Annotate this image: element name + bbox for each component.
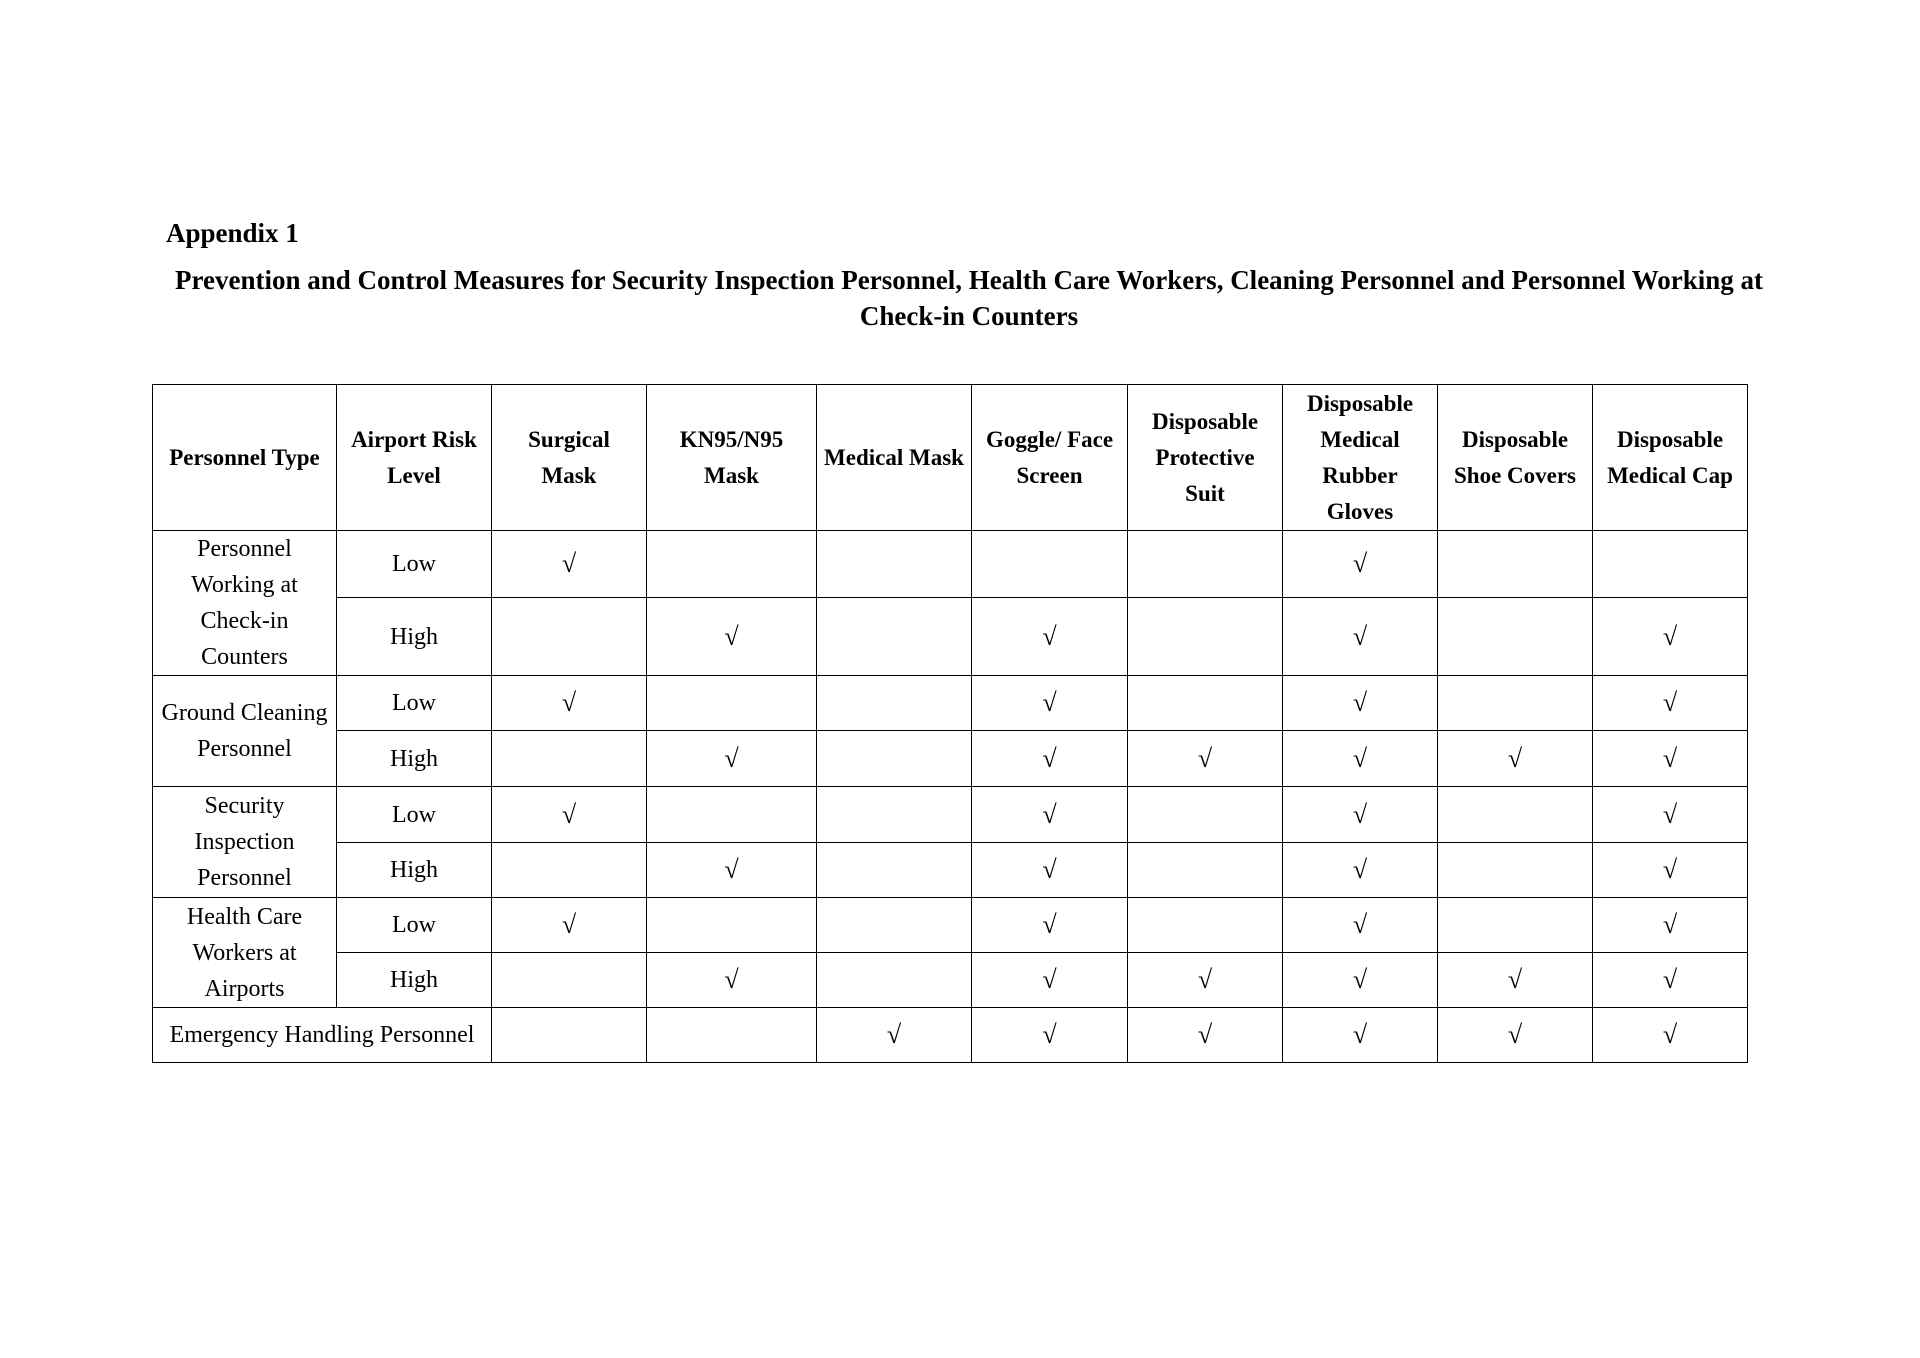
risk-level-cell: High <box>337 953 492 1008</box>
check-mark-cell: √ <box>972 953 1128 1008</box>
header-shoe-covers: Disposable Shoe Covers <box>1438 385 1593 531</box>
check-mark-cell: √ <box>1593 676 1748 731</box>
check-mark-cell: √ <box>1128 731 1283 787</box>
check-mark-cell: √ <box>1283 843 1438 898</box>
check-mark-cell: √ <box>1283 787 1438 843</box>
check-mark-cell: √ <box>492 898 647 953</box>
empty-cell <box>647 787 817 843</box>
check-mark-cell: √ <box>1593 787 1748 843</box>
empty-cell <box>817 843 972 898</box>
empty-cell <box>1128 898 1283 953</box>
empty-cell <box>1128 676 1283 731</box>
check-mark-cell: √ <box>1128 1008 1283 1063</box>
risk-level-cell: Low <box>337 787 492 843</box>
empty-cell <box>817 676 972 731</box>
check-mark-cell: √ <box>1128 953 1283 1008</box>
table-row <box>153 843 1748 898</box>
empty-cell <box>1438 676 1593 731</box>
ppe-table <box>152 384 1748 1063</box>
empty-cell <box>1438 843 1593 898</box>
header-surgical-mask: Surgical Mask <box>492 385 647 531</box>
personnel-type-cell: Emergency Handling Personnel <box>153 1008 492 1063</box>
check-mark-cell: √ <box>1593 731 1748 787</box>
check-mark-cell: √ <box>1593 598 1748 676</box>
header-rubber-gloves: Disposable Medical Rubber Gloves <box>1283 385 1438 531</box>
empty-cell <box>817 731 972 787</box>
empty-cell <box>972 531 1128 598</box>
table-row <box>153 531 1748 598</box>
empty-cell <box>647 1008 817 1063</box>
table-row <box>153 898 1748 953</box>
check-mark-cell: √ <box>1283 731 1438 787</box>
personnel-type-cell: Ground Cleaning Personnel <box>153 676 337 787</box>
check-mark-cell: √ <box>647 598 817 676</box>
table-body <box>153 531 1748 1063</box>
appendix-label: Appendix 1 <box>166 218 299 248</box>
risk-level-cell: High <box>337 731 492 787</box>
check-mark-cell: √ <box>492 531 647 598</box>
table-header-row <box>153 385 1748 531</box>
risk-level-cell: Low <box>337 676 492 731</box>
risk-level-cell: Low <box>337 898 492 953</box>
check-mark-cell: √ <box>1438 953 1593 1008</box>
check-mark-cell: √ <box>1593 953 1748 1008</box>
empty-cell <box>1438 531 1593 598</box>
empty-cell <box>817 898 972 953</box>
personnel-type-cell: Personnel Working at Check-in Counters <box>153 531 337 676</box>
check-mark-cell: √ <box>647 953 817 1008</box>
check-mark-cell: √ <box>1438 1008 1593 1063</box>
header-kn95-mask: KN95/N95 Mask <box>647 385 817 531</box>
risk-level-cell: Low <box>337 531 492 598</box>
empty-cell <box>647 676 817 731</box>
check-mark-cell: √ <box>972 843 1128 898</box>
empty-cell <box>1128 843 1283 898</box>
check-mark-cell: √ <box>1283 953 1438 1008</box>
empty-cell <box>647 531 817 598</box>
risk-level-cell: High <box>337 843 492 898</box>
empty-cell <box>492 598 647 676</box>
check-mark-cell: √ <box>1283 531 1438 598</box>
check-mark-cell: √ <box>492 787 647 843</box>
risk-level-cell: High <box>337 598 492 676</box>
header-medical-mask: Medical Mask <box>817 385 972 531</box>
empty-cell <box>492 731 647 787</box>
table-row <box>153 953 1748 1008</box>
table-row <box>153 731 1748 787</box>
empty-cell <box>647 898 817 953</box>
empty-cell <box>1438 898 1593 953</box>
empty-cell <box>817 598 972 676</box>
personnel-type-cell: Security Inspection Personnel <box>153 787 337 898</box>
check-mark-cell: √ <box>817 1008 972 1063</box>
header-protective-suit: Disposable Protective Suit <box>1128 385 1283 531</box>
empty-cell <box>817 953 972 1008</box>
check-mark-cell: √ <box>972 787 1128 843</box>
check-mark-cell: √ <box>1283 676 1438 731</box>
header-goggle-face-screen: Goggle/ Face Screen <box>972 385 1128 531</box>
empty-cell <box>492 843 647 898</box>
check-mark-cell: √ <box>972 1008 1128 1063</box>
document-title: Prevention and Control Measures for Security Inspection Personnel, Health Care Workers, Cleaning Personnel and Personnel Working at Check-in Counters <box>175 265 1763 331</box>
empty-cell <box>817 787 972 843</box>
check-mark-cell: √ <box>972 898 1128 953</box>
personnel-type-cell: Health Care Workers at Airports <box>153 898 337 1008</box>
table-row <box>153 676 1748 731</box>
check-mark-cell: √ <box>492 676 647 731</box>
header-airport-risk-level: Airport Risk Level <box>337 385 492 531</box>
empty-cell <box>1128 531 1283 598</box>
check-mark-cell: √ <box>972 676 1128 731</box>
header-medical-cap: Disposable Medical Cap <box>1593 385 1748 531</box>
table-row-emergency <box>153 1008 1748 1063</box>
empty-cell <box>1593 531 1748 598</box>
table-row <box>153 598 1748 676</box>
check-mark-cell: √ <box>647 731 817 787</box>
empty-cell <box>492 953 647 1008</box>
header-personnel-type: Personnel Type <box>153 385 337 531</box>
empty-cell <box>1438 598 1593 676</box>
empty-cell <box>817 531 972 598</box>
check-mark-cell: √ <box>1438 731 1593 787</box>
empty-cell <box>1128 598 1283 676</box>
check-mark-cell: √ <box>1593 843 1748 898</box>
table-row <box>153 787 1748 843</box>
check-mark-cell: √ <box>972 598 1128 676</box>
empty-cell <box>1438 787 1593 843</box>
check-mark-cell: √ <box>1593 898 1748 953</box>
check-mark-cell: √ <box>1283 1008 1438 1063</box>
empty-cell <box>1128 787 1283 843</box>
empty-cell <box>492 1008 647 1063</box>
check-mark-cell: √ <box>1283 598 1438 676</box>
check-mark-cell: √ <box>972 731 1128 787</box>
check-mark-cell: √ <box>1283 898 1438 953</box>
check-mark-cell: √ <box>1593 1008 1748 1063</box>
check-mark-cell: √ <box>647 843 817 898</box>
